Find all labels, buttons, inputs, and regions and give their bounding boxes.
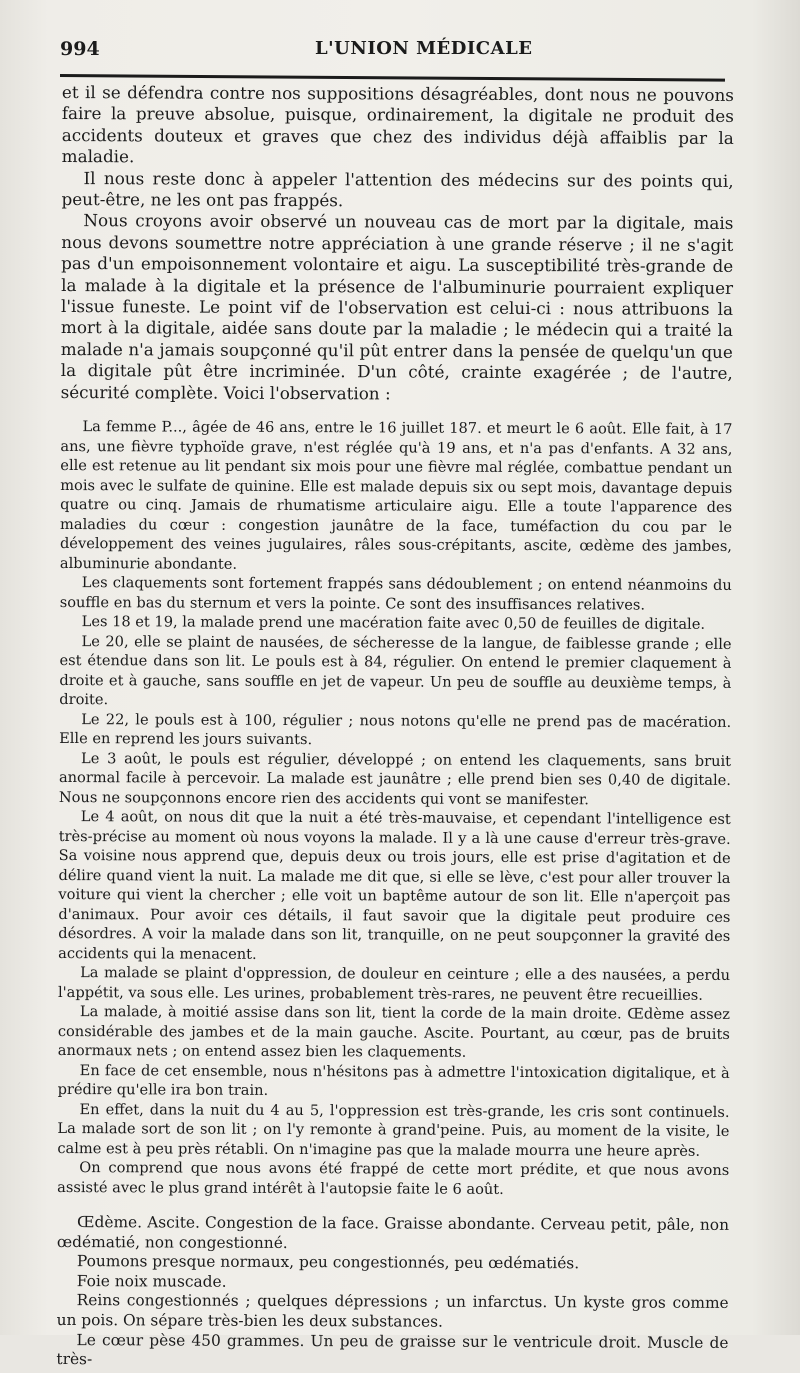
- page-header: [60, 36, 720, 66]
- intro-section: [61, 82, 734, 406]
- observation-paragraph: On comprend que nous avons été frappé de cette mort prédite, et que nous avons assisté avec le plus grand intérêt à l'autopsie faite le 6 août.: [57, 1159, 730, 1198]
- autopsy-paragraph: Foie noix muscade.: [76, 1271, 227, 1291]
- observation-paragraph: Le 22, le pouls est à 100, régulier ; nous notons qu'elle ne prend pas de macération. Elle en reprend les jours suivants.: [59, 710, 732, 749]
- observation-paragraph: La malade, à moitié assise dans son lit, tient la corde de la main droite. Œdème assez considérable des jambes et de la main gauche. Ascite. Pourtant, au cœur, pas de bruits anormaux nets ; on entend assez bien les claquements.: [57, 1003, 730, 1061]
- autopsy-paragraph: Le cœur pèse 450 grammes. Un peu de graisse sur le ventricule droit. Muscle de très-: [56, 1330, 729, 1369]
- running-head: L'UNION MÉDICALE: [315, 38, 533, 59]
- article-body: [56, 82, 734, 1373]
- observation-paragraph: En face de cet ensemble, nous n'hésitons pas à admettre l'intoxication digitalique, et à prédire qu'elle ira bon train.: [57, 1061, 730, 1100]
- observation-paragraph: Les 18 et 19, la malade prend une macération faite avec 0,50 de feuilles de digitale.: [81, 613, 706, 633]
- autopsy-paragraph: Œdème. Ascite. Congestion de la face. Graisse abondante. Cerveau petit, pâle, non œdématié, non congestionné.: [56, 1213, 730, 1252]
- intro-paragraph: Nous croyons avoir observé un nouveau cas de mort par la digitale, mais nous devons soumettre notre appréciation à une grande réserve ; il ne s'agit pas d'un empoisonnement volontaire et aigu. La susceptibilité très-grande de la malade à la digitale et la présence de l'albuminurie pourraient expliquer l'issue funeste. Le point vif de l'observation est celui-ci : nous attribuons la mort à la digitale, aidée sans doute par la maladie ; le médecin qui a traité la malade n'a jamais soupçonné qu'il pût entrer dans la pensée de quelqu'un que la digitale pût être incriminée. D'un côté, crainte exagérée ; de l'autre, sécurité complète. Voici l'observation :: [60, 210, 734, 404]
- observation-paragraph: Les claquements sont fortement frappés sans dédoublement ; on entend néanmoins du souffle en bas du sternum et vers la pointe. Ce sont des insuffisances relatives.: [59, 574, 732, 614]
- intro-paragraph: et il se défendra contre nos suppositions désagréables, dont nous ne pouvons faire la preuve absolue, puisque, ordinairement, la digitale ne produit des accidents douteux et graves que chez des individus déjà affaiblis par la maladie.: [61, 82, 734, 167]
- header-rule: [60, 74, 725, 82]
- observation-paragraph: Le 4 août, on nous dit que la nuit a été très-mauvaise, et cependant l'intelligence est très-précise au moment où nous voyons la malade. Il y a là une cause d'erreur très-grave. Sa voisine nous apprend que, depuis deux ou trois jours, elle est prise d'agitation et de délire quand vient la nuit. La malade me dit que, si elle se lève, c'est pour aller trouver la voiture qui vient la chercher ; elle voit un baptême autour de son lit. Elle n'aperçoit pas d'animaux. Pour avoir ces détails, il faut savoir que la digitale peut produire ces désordres. A voir la malade dans son lit, tranquille, on ne peut soupçonner la gravité des accidents qui la menacent.: [58, 808, 731, 963]
- observation-paragraph: La femme P..., âgée de 46 ans, entre le 16 juillet 187. et meurt le 6 août. Elle fait, à 17 ans, une fièvre typhoïde grave, n'est réglée qu'à 19 ans, et n'a pas d'enfants. A 32 ans, elle est retenue au lit pendant six mois pour une fièvre mal réglée, combattue pendant un mois avec le sulfate de quinine. Elle est malade depuis six ou sept mois, davantage depuis quatre ou cinq. Jamais de rhumatisme articulaire aigu. Elle a toute l'apparence des maladies du cœur : congestion jaunâtre de la face, tuméfaction du cou par le développement des veines jugulaires, râles sous-crépitants, ascite, œdème des jambes, albuminurie abondante.: [59, 418, 733, 573]
- autopsy-paragraph: Poumons presque normaux, peu congestionnés, peu œdématiés.: [76, 1252, 580, 1273]
- autopsy-section: [56, 1213, 729, 1373]
- intro-paragraph: Il nous reste donc à appeler l'attention des médecins sur des points qui, peut-être, ne les ont pas frappés.: [61, 167, 734, 211]
- page-number: 994: [60, 38, 100, 60]
- observation-paragraph: En effet, dans la nuit du 4 au 5, l'oppression est très-grande, les cris sont continuels. La malade sort de son lit ; on l'y remonte à grand'peine. Puis, au moment de la visite, le calme est à peu près rétabli. On n'imagine pas que la malade mourra une heure après.: [57, 1100, 730, 1160]
- observation-paragraph: Le 20, elle se plaint de nausées, de sécheresse de la langue, de faiblesse grande ; elle est étendue dans son lit. Le pouls est à 84, régulier. On entend le premier claquement à droite et à gauche, sans souffle en jet de vapeur. Un peu de souffle au deuxième temps, à droite.: [59, 632, 732, 709]
- observation-section: [57, 417, 732, 1200]
- autopsy-paragraph: Reins congestionnés ; quelques dépressions ; un infarctus. Un kyste gros comme un pois. On sépare très-bien les deux substances.: [56, 1291, 729, 1331]
- observation-paragraph: La malade se plaint d'oppression, de douleur en ceinture ; elle a des nausées, a perdu l'appétit, va sous elle. Les urines, probablement très-rares, ne peuvent être recueillies.: [57, 964, 731, 1004]
- observation-paragraph: Le 3 août, le pouls est régulier, développé ; on entend les claquements, sans bruit anormal facile à percevoir. La malade est jaunâtre ; elle prend bien ses 0,40 de digitale. Nous ne soupçonnons encore rien des accidents qui vont se manifester.: [58, 749, 732, 808]
